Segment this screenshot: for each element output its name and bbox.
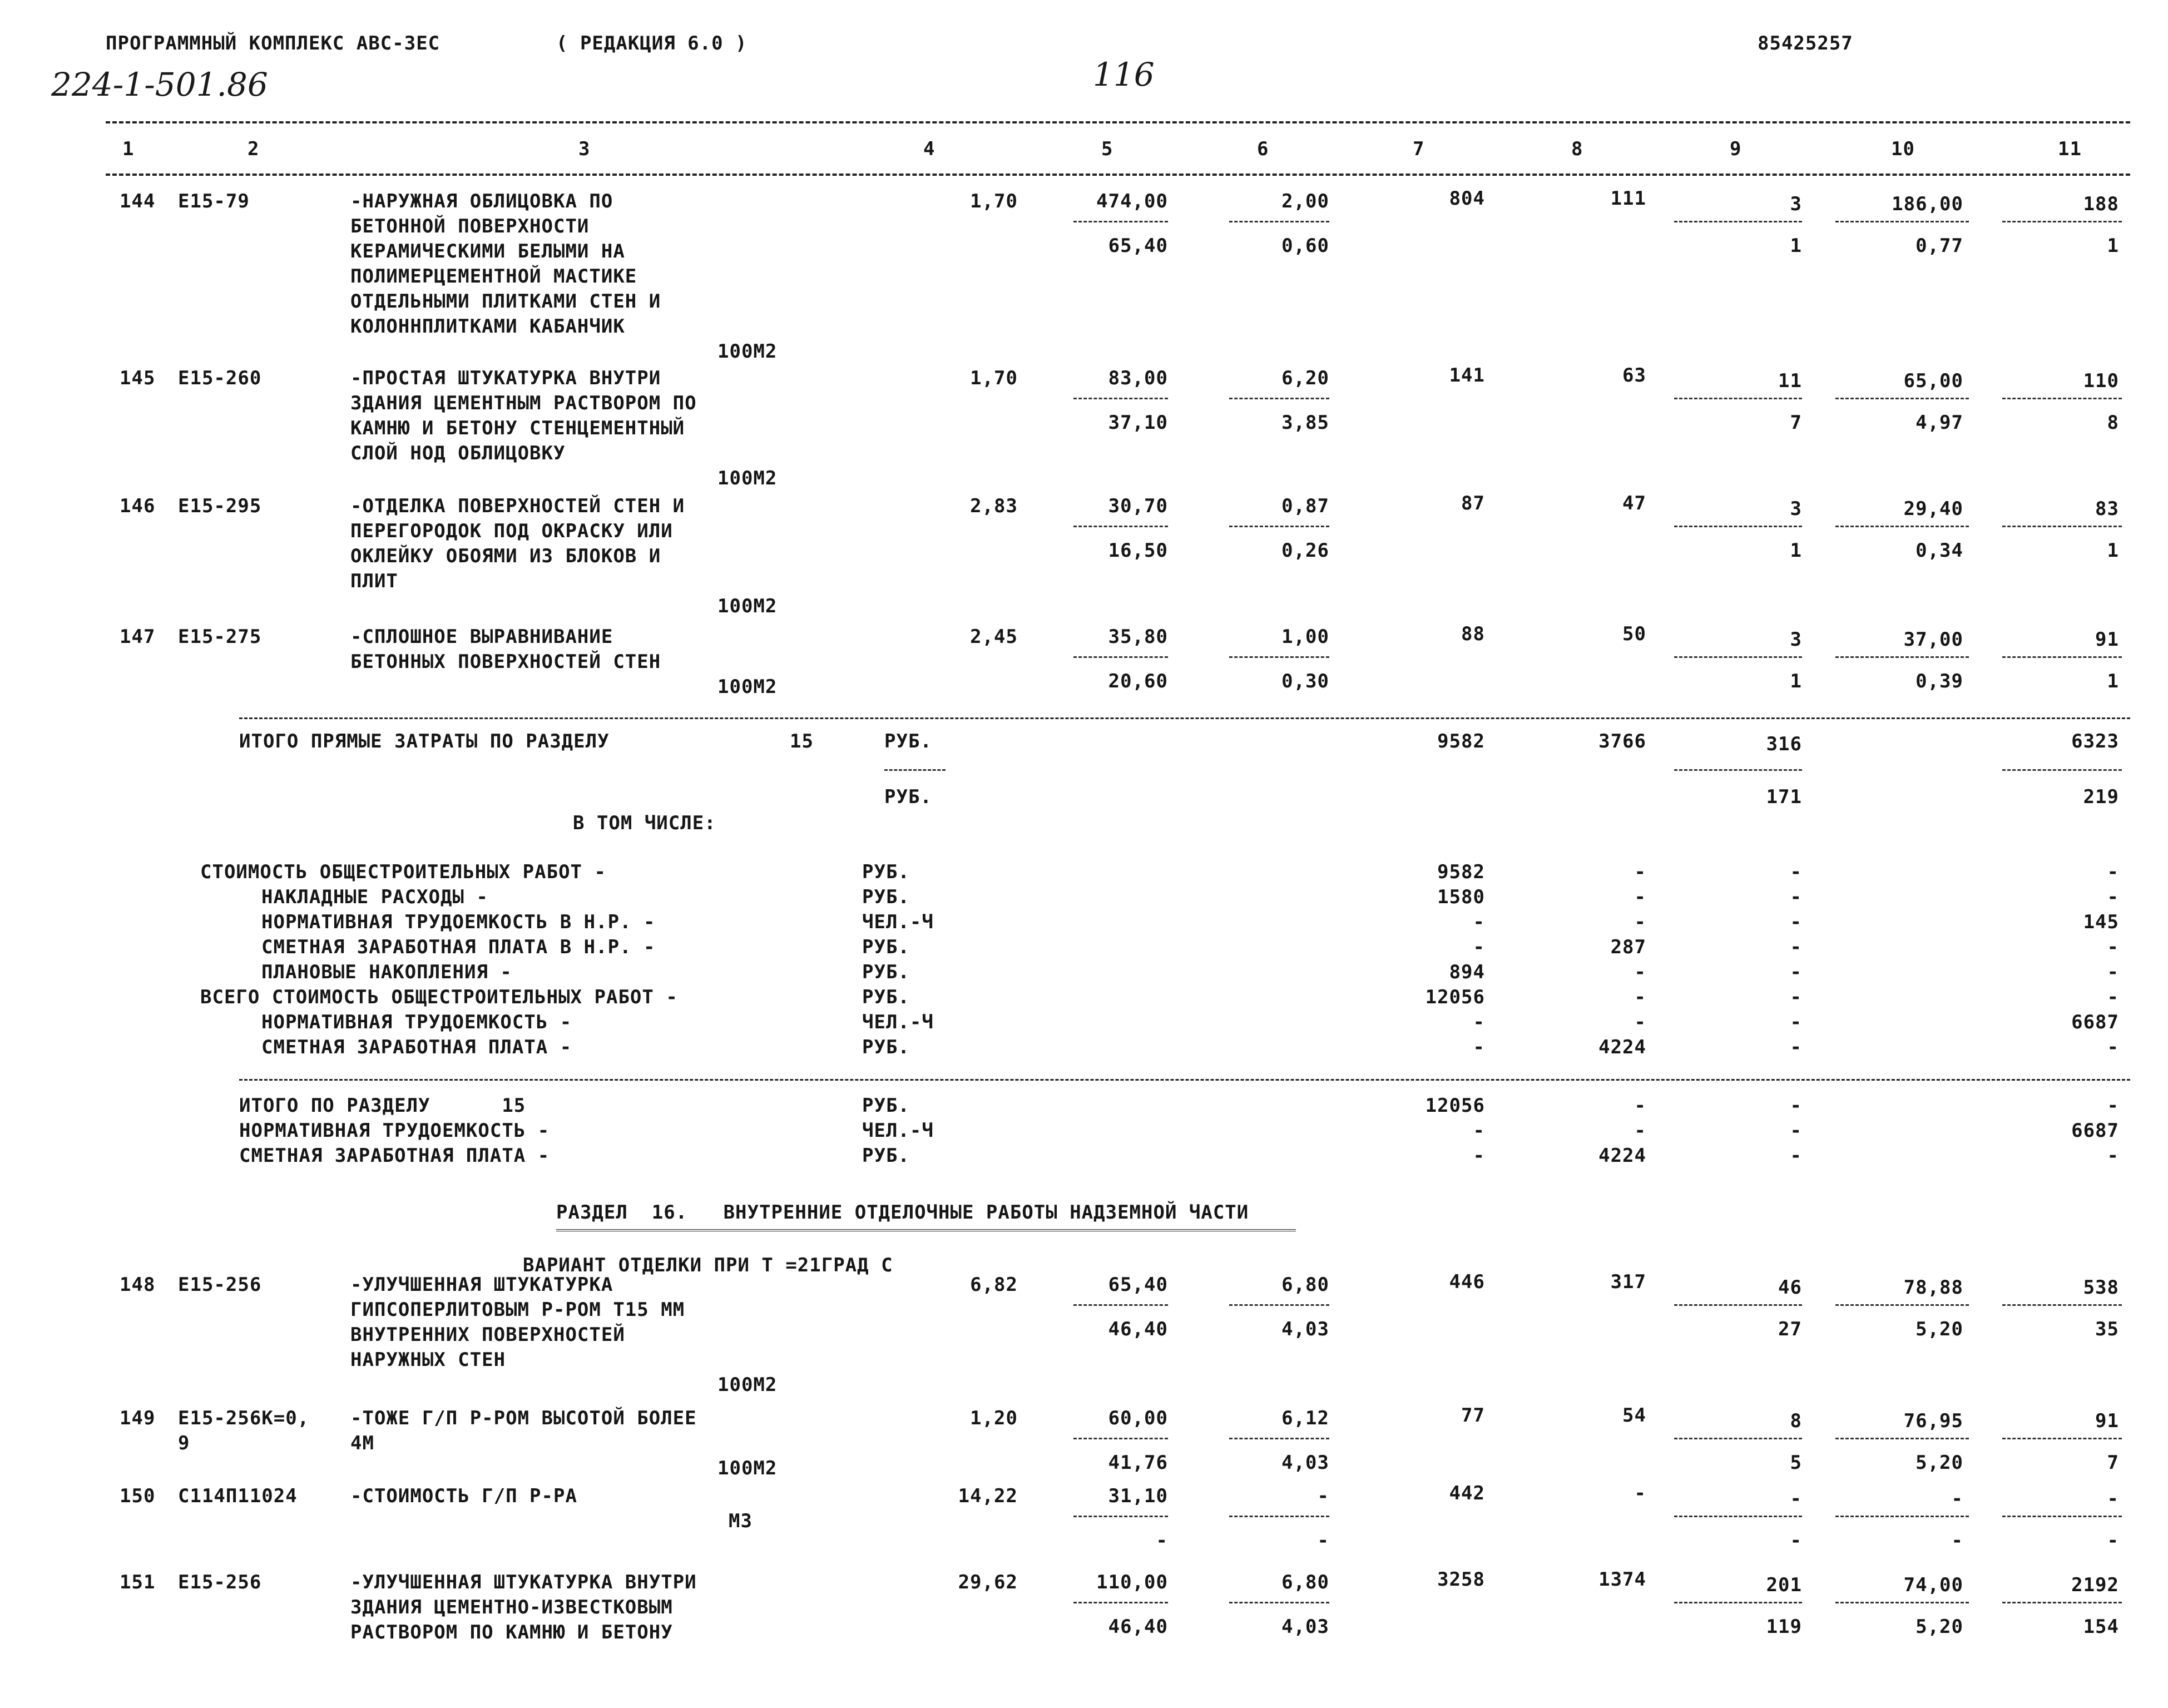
col9-machine: 3 <box>1790 193 1802 215</box>
col6-wage: - <box>1317 1485 1329 1507</box>
col10-value: - <box>1951 1488 1963 1510</box>
item-unit: 100М2 <box>717 676 778 698</box>
col5-lower: 16,50 <box>1108 539 1168 562</box>
col7-total: 804 <box>1449 187 1485 210</box>
col8-wage-total: 50 <box>1622 623 1646 645</box>
col7-total: 442 <box>1449 1482 1485 1504</box>
col11-lower: 1 <box>2107 235 2119 257</box>
value-subline <box>2002 1516 2122 1517</box>
col11-value: 83 <box>2095 498 2119 520</box>
summary-label: ПЛАНОВЫЕ НАКОПЛЕНИЯ - <box>261 961 512 983</box>
col7-total: 3258 <box>1437 1568 1485 1591</box>
item-code: Е15-275 <box>178 626 262 648</box>
totals-rule <box>239 717 2130 719</box>
item-unit: М3 <box>729 1510 753 1532</box>
col9-lower: - <box>1790 1529 1802 1552</box>
col9-lower: 119 <box>1766 1616 1802 1638</box>
col10-lower: - <box>1951 1529 1963 1552</box>
price-subline <box>1229 1304 1329 1306</box>
col4-qty: 1,70 <box>970 190 1018 212</box>
col9-machine: 11 <box>1778 370 1802 392</box>
value-subline <box>2002 398 2122 399</box>
col5-lower: 37,10 <box>1108 412 1168 434</box>
col8-wage-total: 54 <box>1622 1404 1646 1427</box>
col11-value: 91 <box>2095 628 2119 651</box>
item-unit: 100М2 <box>717 595 778 617</box>
item-number: 145 <box>120 367 156 389</box>
item-code: Е15-295 <box>178 495 262 517</box>
column-header-8: 8 <box>1571 138 1583 160</box>
item-number: 150 <box>120 1485 156 1507</box>
col11-lower: 1 <box>2107 670 2119 692</box>
summary-col7: - <box>1473 1145 1485 1167</box>
item-number: 149 <box>120 1407 156 1429</box>
col10-lower: 4,97 <box>1915 412 1963 434</box>
item-number: 148 <box>120 1274 156 1296</box>
col6-wage: 1,00 <box>1281 626 1329 648</box>
item-description-line: ОКЛЕЙКУ ОБОЯМИ ИЗ БЛОКОВ И <box>350 545 661 567</box>
summary-unit: РУБ. <box>862 961 910 983</box>
item-code: С114П11024 <box>178 1485 298 1507</box>
col5-price: 60,00 <box>1108 1407 1168 1429</box>
col9-lower: 1 <box>1790 539 1802 562</box>
col4-qty: 2,45 <box>970 626 1018 648</box>
totals-col11: 6323 <box>2071 730 2119 752</box>
col5-lower: 46,40 <box>1108 1318 1168 1340</box>
summary-label: СТОИМОСТЬ ОБЩЕСТРОИТЕЛЬНЫХ РАБОТ - <box>200 861 606 883</box>
item-description-line: -ПРОСТАЯ ШТУКАТУРКА ВНУТРИ <box>350 367 661 389</box>
col10-value: 78,88 <box>1903 1276 1963 1299</box>
edition-label: ( РЕДАКЦИЯ 6.0 ) <box>556 32 748 55</box>
including-label: В ТОМ ЧИСЛЕ: <box>573 812 716 834</box>
col10-value: 76,95 <box>1903 1410 1963 1432</box>
handwritten-page-number: 116 <box>1093 56 1155 93</box>
col7-total: 141 <box>1449 364 1485 387</box>
summary-col9: - <box>1790 861 1802 883</box>
totals-col7: 9582 <box>1437 730 1485 752</box>
summary-label: НОРМАТИВНАЯ ТРУДОЕМКОСТЬ В Н.Р. - <box>261 911 656 933</box>
price-subline <box>1229 1438 1329 1439</box>
value-subline <box>1674 398 1802 399</box>
col4-qty: 2,83 <box>970 495 1018 517</box>
summary-col8: - <box>1634 1011 1646 1033</box>
summary-rule <box>239 1079 2130 1081</box>
col5-lower: - <box>1156 1529 1168 1552</box>
col10-lower: 0,39 <box>1915 670 1963 692</box>
totals-section: 15 <box>790 730 814 752</box>
col8-wage-total: 63 <box>1622 364 1646 387</box>
totals-unit-subline <box>884 769 946 771</box>
section16-variant: ВАРИАНТ ОТДЕЛКИ ПРИ Т =21ГРАД С <box>523 1254 893 1276</box>
col4-qty: 1,70 <box>970 367 1018 389</box>
col6-lower: 0,26 <box>1281 539 1329 562</box>
summary-col9: - <box>1790 1036 1802 1058</box>
price-subline <box>1073 1304 1168 1306</box>
value-subline <box>1835 526 1969 527</box>
col6-lower: 4,03 <box>1281 1452 1329 1474</box>
value-subline <box>1835 398 1969 399</box>
item-description-line: ВНУТРЕННИХ ПОВЕРХНОСТЕЙ <box>350 1324 625 1346</box>
col7-total: 77 <box>1461 1404 1485 1427</box>
summary-unit: ЧЕЛ.-Ч <box>862 1120 934 1142</box>
value-subline <box>1835 656 1969 658</box>
item-description-line: НАРУЖНЫХ СТЕН <box>350 1349 506 1371</box>
price-subline <box>1073 1438 1168 1439</box>
summary-col11: - <box>2107 961 2119 983</box>
col11-value: 2192 <box>2071 1574 2119 1596</box>
value-subline <box>2002 656 2122 658</box>
col5-lower: 65,40 <box>1108 235 1168 257</box>
col6-wage: 2,00 <box>1281 190 1329 212</box>
item-description-line: ГИПСОПЕРЛИТОВЫМ Р-РОМ Т15 ММ <box>350 1299 685 1321</box>
summary-col8: - <box>1634 1095 1646 1117</box>
col8-wage-total: 47 <box>1622 492 1646 514</box>
col10-lower: 0,77 <box>1915 235 1963 257</box>
col6-wage: 6,80 <box>1281 1274 1329 1296</box>
price-subline <box>1073 1516 1168 1517</box>
col5-price: 474,00 <box>1096 190 1168 212</box>
col8-wage-total: 1374 <box>1598 1568 1646 1591</box>
totals-unit: РУБ. <box>884 730 932 752</box>
col9-machine: 46 <box>1778 1276 1802 1299</box>
item-unit: 100М2 <box>717 1374 778 1396</box>
item-description-line: ПЛИТ <box>350 570 398 592</box>
summary-col11: 145 <box>2083 911 2119 933</box>
summary-unit: ЧЕЛ.-Ч <box>862 911 934 933</box>
value-subline <box>1674 1438 1802 1439</box>
price-subline <box>1229 1516 1329 1517</box>
summary-col9: - <box>1790 936 1802 958</box>
item-description-line: -ОТДЕЛКА ПОВЕРХНОСТЕЙ СТЕН И <box>350 495 685 517</box>
summary-col8: 4224 <box>1598 1036 1646 1058</box>
item-description-line: БЕТОННОЙ ПОВЕРХНОСТИ <box>350 215 590 237</box>
item-description-line: КАМНЮ И БЕТОНУ СТЕНЦЕМЕНТНЫЙ <box>350 417 685 439</box>
summary-label: ИТОГО ПО РАЗДЕЛУ 15 <box>239 1095 526 1117</box>
price-subline <box>1073 656 1168 658</box>
item-description-line: -ТОЖЕ Г/П Р-РОМ ВЫСОТОЙ БОЛЕЕ <box>350 1407 697 1429</box>
item-number: 146 <box>120 495 156 517</box>
summary-col7: - <box>1473 1011 1485 1033</box>
col6-wage: 6,12 <box>1281 1407 1329 1429</box>
value-subline <box>1835 1438 1969 1439</box>
col11-lower: 7 <box>2107 1452 2119 1474</box>
summary-unit: РУБ. <box>862 861 910 883</box>
item-code: Е15-256К=0, <box>178 1407 310 1429</box>
summary-label: СМЕТНАЯ ЗАРАБОТНАЯ ПЛАТА - <box>239 1145 550 1167</box>
item-description-line: РАСТВОРОМ ПО КАМНЮ И БЕТОНУ <box>350 1621 673 1643</box>
summary-unit: РУБ. <box>862 986 910 1008</box>
summary-col7: - <box>1473 1120 1485 1142</box>
section16-title: РАЗДЕЛ 16. ВНУТРЕННИЕ ОТДЕЛОЧНЫЕ РАБОТЫ НАДЗЕМНОЙ ЧАСТИ <box>556 1201 1249 1224</box>
summary-col8: - <box>1634 886 1646 908</box>
value-subline <box>1835 221 1969 222</box>
col11-lower: 35 <box>2095 1318 2119 1340</box>
col8-wage-total: 111 <box>1610 187 1646 210</box>
summary-unit: РУБ. <box>862 1095 910 1117</box>
item-code: Е15-260 <box>178 367 262 389</box>
col9-machine: - <box>1790 1488 1802 1510</box>
document-code: 85425257 <box>1758 32 1853 55</box>
item-description-line: БЕТОННЫХ ПОВЕРХНОСТЕЙ СТЕН <box>350 651 661 673</box>
col4-qty: 6,82 <box>970 1274 1018 1296</box>
column-header-10: 10 <box>1891 138 1915 160</box>
col9-lower: 27 <box>1778 1318 1802 1340</box>
item-unit: 100М2 <box>717 1457 778 1479</box>
price-subline <box>1229 221 1329 222</box>
value-subline <box>1835 1602 1969 1603</box>
price-subline <box>1073 221 1168 222</box>
value-subline <box>2002 1602 2122 1603</box>
summary-col7: - <box>1473 1036 1485 1058</box>
price-subline <box>1229 656 1329 658</box>
item-code: Е15-256 <box>178 1571 262 1593</box>
summary-label: НОРМАТИВНАЯ ТРУДОЕМКОСТЬ - <box>239 1120 550 1142</box>
summary-col9: - <box>1790 911 1802 933</box>
item-description-line: -НАРУЖНАЯ ОБЛИЦОВКА ПО <box>350 190 613 212</box>
item-description-line: ЗДАНИЯ ЦЕМЕНТНЫМ РАСТВОРОМ ПО <box>350 392 697 414</box>
handwritten-doc-number: 224-1-501.86 <box>51 66 268 103</box>
column-header-9: 9 <box>1730 138 1742 160</box>
col6-lower: 0,60 <box>1281 235 1329 257</box>
col9-machine: 8 <box>1790 1410 1802 1432</box>
item-description-line: -УЛУЧШЕННАЯ ШТУКАТУРКА ВНУТРИ <box>350 1571 697 1593</box>
totals-col8: 3766 <box>1598 730 1646 752</box>
summary-col8: - <box>1634 861 1646 883</box>
col10-value: 186,00 <box>1892 193 1963 215</box>
summary-label: СМЕТНАЯ ЗАРАБОТНАЯ ПЛАТА - <box>261 1036 572 1058</box>
summary-col9: - <box>1790 886 1802 908</box>
col9-machine: 3 <box>1790 498 1802 520</box>
summary-col7: 12056 <box>1425 1095 1485 1117</box>
col11-lower: 154 <box>2083 1616 2119 1638</box>
col10-value: 74,00 <box>1903 1574 1963 1596</box>
col10-lower: 5,20 <box>1915 1318 1963 1340</box>
section16-underline <box>556 1229 1296 1231</box>
col10-lower: 0,34 <box>1915 539 1963 562</box>
col11-value: 110 <box>2083 370 2119 392</box>
summary-col7: - <box>1473 936 1485 958</box>
item-description-line: КЕРАМИЧЕСКИМИ БЕЛЫМИ НА <box>350 240 625 263</box>
value-subline <box>1674 1602 1802 1603</box>
item-description-line: КОЛОННПЛИТКАМИ КАБАНЧИК <box>350 315 625 338</box>
summary-col9: - <box>1790 961 1802 983</box>
value-subline <box>2002 1438 2122 1439</box>
item-description-line: 4М <box>350 1432 374 1454</box>
col11-lower: 1 <box>2107 539 2119 562</box>
col9-lower: 1 <box>1790 670 1802 692</box>
item-description-line: -СТОИМОСТЬ Г/П Р-РА <box>350 1485 577 1507</box>
summary-unit: РУБ. <box>862 1036 910 1058</box>
column-header-6: 6 <box>1257 138 1269 160</box>
col11-value: 188 <box>2083 193 2119 215</box>
summary-col9: - <box>1790 986 1802 1008</box>
summary-col11: - <box>2107 861 2119 883</box>
price-subline <box>1073 398 1168 399</box>
summary-col11: - <box>2107 936 2119 958</box>
item-number: 147 <box>120 626 156 648</box>
price-subline <box>1229 398 1329 399</box>
col5-price: 110,00 <box>1096 1571 1168 1593</box>
totals-unit2: РУБ. <box>884 786 932 808</box>
summary-label: НАКЛАДНЫЕ РАСХОДЫ - <box>261 886 488 908</box>
col10-lower: 5,20 <box>1915 1452 1963 1474</box>
value-subline <box>1835 1304 1969 1306</box>
summary-col11: - <box>2107 886 2119 908</box>
value-subline <box>1674 526 1802 527</box>
value-subline <box>2002 1304 2122 1306</box>
col5-price: 65,40 <box>1108 1274 1168 1296</box>
col7-total: 88 <box>1461 623 1485 645</box>
col6-wage: 0,87 <box>1281 495 1329 517</box>
item-description-line: ОТДЕЛЬНЫМИ ПЛИТКАМИ СТЕН И <box>350 290 661 313</box>
summary-label: ВСЕГО СТОИМОСТЬ ОБЩЕСТРОИТЕЛЬНЫХ РАБОТ - <box>200 986 678 1008</box>
value-subline <box>1674 1516 1802 1517</box>
col5-price: 30,70 <box>1108 495 1168 517</box>
summary-col7: 894 <box>1449 961 1485 983</box>
col6-lower: 4,03 <box>1281 1616 1329 1638</box>
col11-lower: 8 <box>2107 412 2119 434</box>
item-number: 144 <box>120 190 156 212</box>
value-subline <box>2002 221 2122 222</box>
item-description-line: -УЛУЧШЕННАЯ ШТУКАТУРКА <box>350 1274 613 1296</box>
summary-unit: РУБ. <box>862 886 910 908</box>
col6-lower: 0,30 <box>1281 670 1329 692</box>
value-subline <box>1674 221 1802 222</box>
col11-lower: - <box>2107 1529 2119 1552</box>
summary-col11: - <box>2107 1145 2119 1167</box>
item-code: Е15-256 <box>178 1274 262 1296</box>
column-header-3: 3 <box>578 138 591 160</box>
col10-lower: 5,20 <box>1915 1616 1963 1638</box>
col11-value: 91 <box>2095 1410 2119 1432</box>
summary-col9: - <box>1790 1095 1802 1117</box>
col8-wage-total: 317 <box>1610 1271 1646 1293</box>
summary-label: СМЕТНАЯ ЗАРАБОТНАЯ ПЛАТА В Н.Р. - <box>261 936 656 958</box>
summary-col8: 287 <box>1610 936 1646 958</box>
col9-lower: 5 <box>1790 1452 1802 1474</box>
col7-total: 87 <box>1461 492 1485 514</box>
column-header-7: 7 <box>1413 138 1425 160</box>
col4-qty: 29,62 <box>958 1571 1018 1593</box>
column-header-4: 4 <box>923 138 935 160</box>
summary-label: НОРМАТИВНАЯ ТРУДОЕМКОСТЬ - <box>261 1011 572 1033</box>
summary-col11: 6687 <box>2071 1120 2119 1142</box>
header-rule-top <box>106 121 2130 123</box>
col9-machine: 201 <box>1766 1574 1802 1596</box>
summary-col9: - <box>1790 1145 1802 1167</box>
summary-unit: ЧЕЛ.-Ч <box>862 1011 934 1033</box>
item-unit: 100М2 <box>717 467 778 489</box>
col6-wage: 6,20 <box>1281 367 1329 389</box>
col9-lower: 1 <box>1790 235 1802 257</box>
col6-lower: - <box>1317 1529 1329 1552</box>
col9-machine: 3 <box>1790 628 1802 651</box>
item-description-line: СЛОЙ НОД ОБЛИЦОВКУ <box>350 442 566 464</box>
item-description-line: ПЕРЕГОРОДОК ПОД ОКРАСКУ ИЛИ <box>350 520 673 542</box>
price-subline <box>1229 1602 1329 1603</box>
col5-lower: 20,60 <box>1108 670 1168 692</box>
summary-col8: 4224 <box>1598 1145 1646 1167</box>
program-title: ПРОГРАММНЫЙ КОМПЛЕКС АВС-3ЕС <box>106 32 440 55</box>
col11-value: - <box>2107 1488 2119 1510</box>
col9-lower: 7 <box>1790 412 1802 434</box>
col4-qty: 1,20 <box>970 1407 1018 1429</box>
col8-wage-total: - <box>1634 1482 1646 1504</box>
item-description-line: -СПЛОШНОЕ ВЫРАВНИВАНИЕ <box>350 626 613 648</box>
col11-value: 538 <box>2083 1276 2119 1299</box>
value-subline <box>1674 1304 1802 1306</box>
col5-lower: 41,76 <box>1108 1452 1168 1474</box>
value-subline <box>2002 526 2122 527</box>
summary-col11: - <box>2107 1095 2119 1117</box>
item-number: 151 <box>120 1571 156 1593</box>
summary-col8: - <box>1634 911 1646 933</box>
summary-col11: 6687 <box>2071 1011 2119 1033</box>
totals-label: ИТОГО ПРЯМЫЕ ЗАТРАТЫ ПО РАЗДЕЛУ <box>239 730 610 752</box>
col10-value: 29,40 <box>1903 498 1963 520</box>
column-header-1: 1 <box>122 138 135 160</box>
column-header-11: 11 <box>2058 138 2082 160</box>
column-header-2: 2 <box>248 138 260 160</box>
col5-price: 83,00 <box>1108 367 1168 389</box>
item-code: Е15-79 <box>178 190 250 212</box>
col7-total: 446 <box>1449 1271 1485 1293</box>
item-description-line: ЗДАНИЯ ЦЕМЕНТНО-ИЗВЕСТКОВЫМ <box>350 1596 673 1618</box>
item-unit: 100М2 <box>717 340 778 363</box>
item-code-continued: 9 <box>178 1432 190 1454</box>
header-rule-bottom <box>106 174 2130 176</box>
price-subline <box>1073 526 1168 527</box>
totals-col11-subline <box>2002 769 2122 771</box>
column-header-5: 5 <box>1101 138 1113 160</box>
item-description-line: ПОЛИМЕРЦЕМЕНТНОЙ МАСТИКЕ <box>350 265 637 288</box>
summary-col7: 9582 <box>1437 861 1485 883</box>
summary-col11: - <box>2107 1036 2119 1058</box>
col5-price: 35,80 <box>1108 626 1168 648</box>
col6-wage: 6,80 <box>1281 1571 1329 1593</box>
summary-col11: - <box>2107 986 2119 1008</box>
summary-col9: - <box>1790 1011 1802 1033</box>
summary-col7: - <box>1473 911 1485 933</box>
value-subline <box>1835 1516 1969 1517</box>
summary-col9: - <box>1790 1120 1802 1142</box>
summary-col7: 1580 <box>1437 886 1485 908</box>
summary-unit: РУБ. <box>862 936 910 958</box>
col10-value: 37,00 <box>1903 628 1963 651</box>
value-subline <box>1674 656 1802 658</box>
totals-col9-lower: 171 <box>1766 786 1802 808</box>
col4-qty: 14,22 <box>958 1485 1018 1507</box>
col10-value: 65,00 <box>1903 370 1963 392</box>
summary-col8: - <box>1634 961 1646 983</box>
totals-col9: 316 <box>1766 733 1802 755</box>
summary-col8: - <box>1634 1120 1646 1142</box>
summary-col8: - <box>1634 986 1646 1008</box>
summary-col7: 12056 <box>1425 986 1485 1008</box>
price-subline <box>1229 526 1329 527</box>
col5-price: 31,10 <box>1108 1485 1168 1507</box>
col6-lower: 3,85 <box>1281 412 1329 434</box>
summary-unit: РУБ. <box>862 1145 910 1167</box>
col5-lower: 46,40 <box>1108 1616 1168 1638</box>
totals-col9-subline <box>1674 769 1802 771</box>
price-subline <box>1073 1602 1168 1603</box>
col6-lower: 4,03 <box>1281 1318 1329 1340</box>
totals-col11-lower: 219 <box>2083 786 2119 808</box>
